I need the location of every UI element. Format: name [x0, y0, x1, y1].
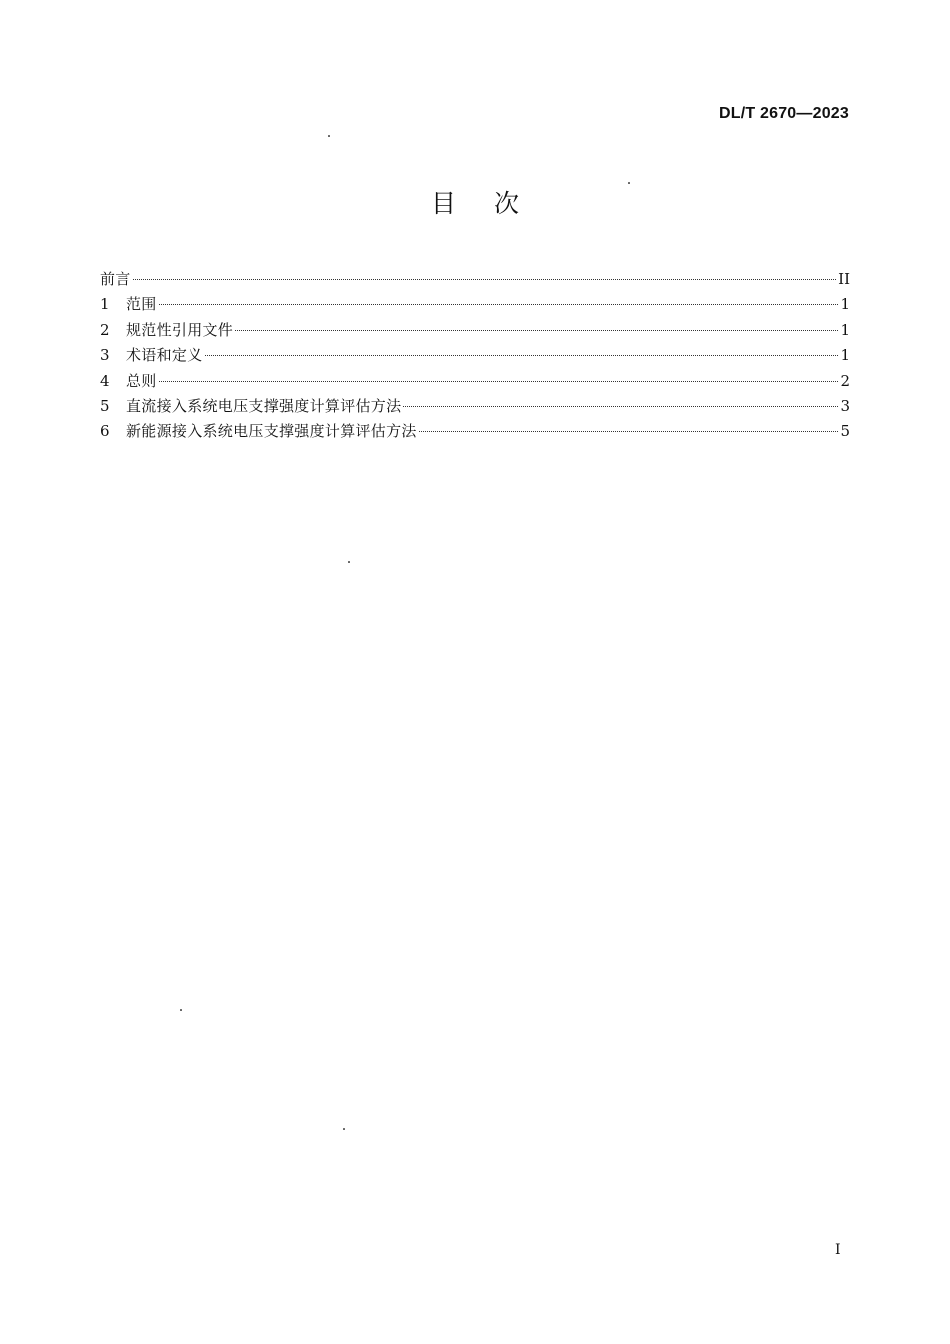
toc-entry-page: 1	[840, 346, 850, 365]
scan-speck	[343, 1128, 345, 1130]
toc-entry-renewable-method[interactable]	[100, 419, 850, 444]
toc-entry-number: 1	[100, 295, 110, 314]
toc-entry-number: 6	[100, 422, 110, 441]
toc-entry-page: II	[838, 270, 850, 288]
toc-entry-page: 1	[840, 320, 850, 339]
toc-leader-dots	[205, 355, 839, 356]
toc-leader-dots	[403, 406, 838, 407]
toc-entry-page: 1	[840, 295, 850, 314]
document-code: DL/T 2670—2023	[719, 105, 849, 122]
toc-entry-number: 4	[100, 371, 110, 390]
toc-leader-dots	[159, 304, 839, 305]
scan-speck	[328, 135, 330, 137]
toc-entry-page: 3	[840, 396, 850, 415]
toc-entry-label: 术语和定义	[126, 346, 203, 365]
toc-entry-page: 5	[840, 422, 850, 441]
toc-entry-label: 新能源接入系统电压支撑强度计算评估方法	[126, 422, 417, 441]
toc-leader-dots	[235, 330, 838, 331]
toc-entry-number: 5	[100, 396, 110, 415]
scan-speck	[348, 561, 350, 563]
toc-entry-scope[interactable]	[100, 292, 850, 317]
scan-speck	[180, 1009, 182, 1011]
toc-entry-label: 总则	[126, 371, 157, 390]
toc-title: 目次	[430, 189, 557, 218]
table-of-contents	[100, 267, 850, 445]
toc-entry-label: 规范性引用文件	[126, 320, 234, 339]
toc-entry-normative-references[interactable]	[100, 318, 850, 343]
toc-entry-preface[interactable]	[100, 267, 850, 292]
toc-entry-page: 2	[840, 371, 850, 390]
toc-leader-dots	[159, 381, 839, 382]
toc-entry-number: 3	[100, 346, 110, 365]
toc-entry-label: 前言	[100, 270, 131, 288]
toc-entry-general[interactable]	[100, 369, 850, 394]
toc-leader-dots	[419, 431, 839, 432]
toc-entry-number: 2	[100, 320, 110, 339]
scan-speck	[628, 182, 630, 184]
toc-entry-label: 范围	[126, 295, 157, 314]
toc-leader-dots	[133, 279, 837, 280]
toc-entry-terms-definitions[interactable]	[100, 343, 850, 368]
toc-entry-dc-method[interactable]	[100, 394, 850, 419]
page-number: I	[835, 1242, 841, 1258]
toc-entry-label: 直流接入系统电压支撑强度计算评估方法	[126, 396, 402, 415]
